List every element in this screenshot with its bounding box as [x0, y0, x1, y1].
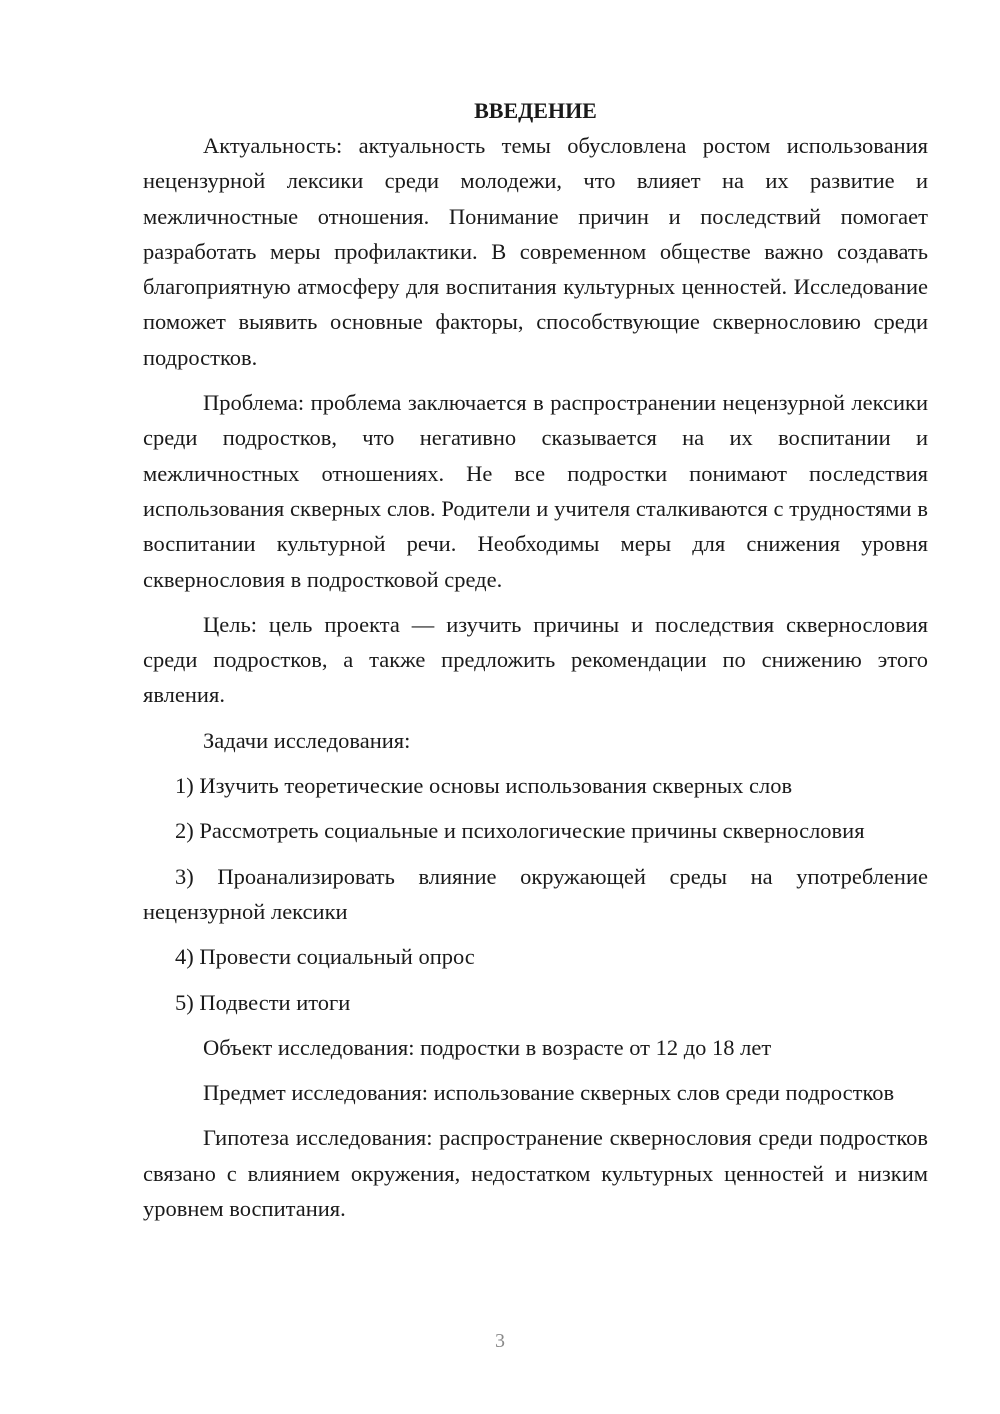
- problem-paragraph: Проблема: проблема заключается в распространении нецензурной лексики среди подростков, что негативно сказывается на их воспитании и межличностных отношениях. Не все подростки понимают последствия использования скверных слов. Родители и учителя сталкиваются с трудностями в воспитании культурной речи. Необходимы меры для снижения уровня сквернословия в подростковой среде.: [143, 390, 928, 592]
- tasks-title: Задачи исследования:: [203, 727, 411, 753]
- page-title: ВВЕДЕНИЕ: [474, 98, 597, 123]
- task-item-3: 3) Проанализировать влияние окружающей среды на употребление нецензурной лексики: [143, 863, 928, 924]
- relevance-paragraph: Актуальность: актуальность темы обусловлена ростом использования нецензурной лексики среди молодежи, что влияет на их развитие и межличностные отношения. Понимание причин и последствий помогает разработать меры профилактики. В современном обществе важно создавать благоприятную атмосферу для воспитания культурных ценностей. Исследование поможет выявить основные факторы, способствующие сквернословию среди подростков.: [143, 133, 928, 370]
- task-item-5: 5) Подвести итоги: [175, 989, 351, 1015]
- task-item-4: 4) Провести социальный опрос: [175, 944, 475, 970]
- page-number: 3: [495, 1330, 505, 1352]
- task-item-2: 2) Рассмотреть социальные и психологические причины сквернословия: [175, 818, 865, 844]
- object-paragraph: Объект исследования: подростки в возрасте от 12 до 18 лет: [203, 1034, 772, 1060]
- task-item-1: 1) Изучить теоретические основы использования скверных слов: [175, 773, 793, 799]
- goal-paragraph: Цель: цель проекта — изучить причины и последствия сквернословия среди подростков, а также предложить рекомендации по снижению этого явления.: [143, 611, 928, 708]
- hypothesis-paragraph: Гипотеза исследования: распространение сквернословия среди подростков связано с влиянием окружения, недостатком культурных ценностей и низким уровнем воспитания.: [143, 1125, 928, 1222]
- subject-paragraph: Предмет исследования: использование скверных слов среди подростков: [203, 1080, 895, 1106]
- document-page: [143, 93, 928, 1236]
